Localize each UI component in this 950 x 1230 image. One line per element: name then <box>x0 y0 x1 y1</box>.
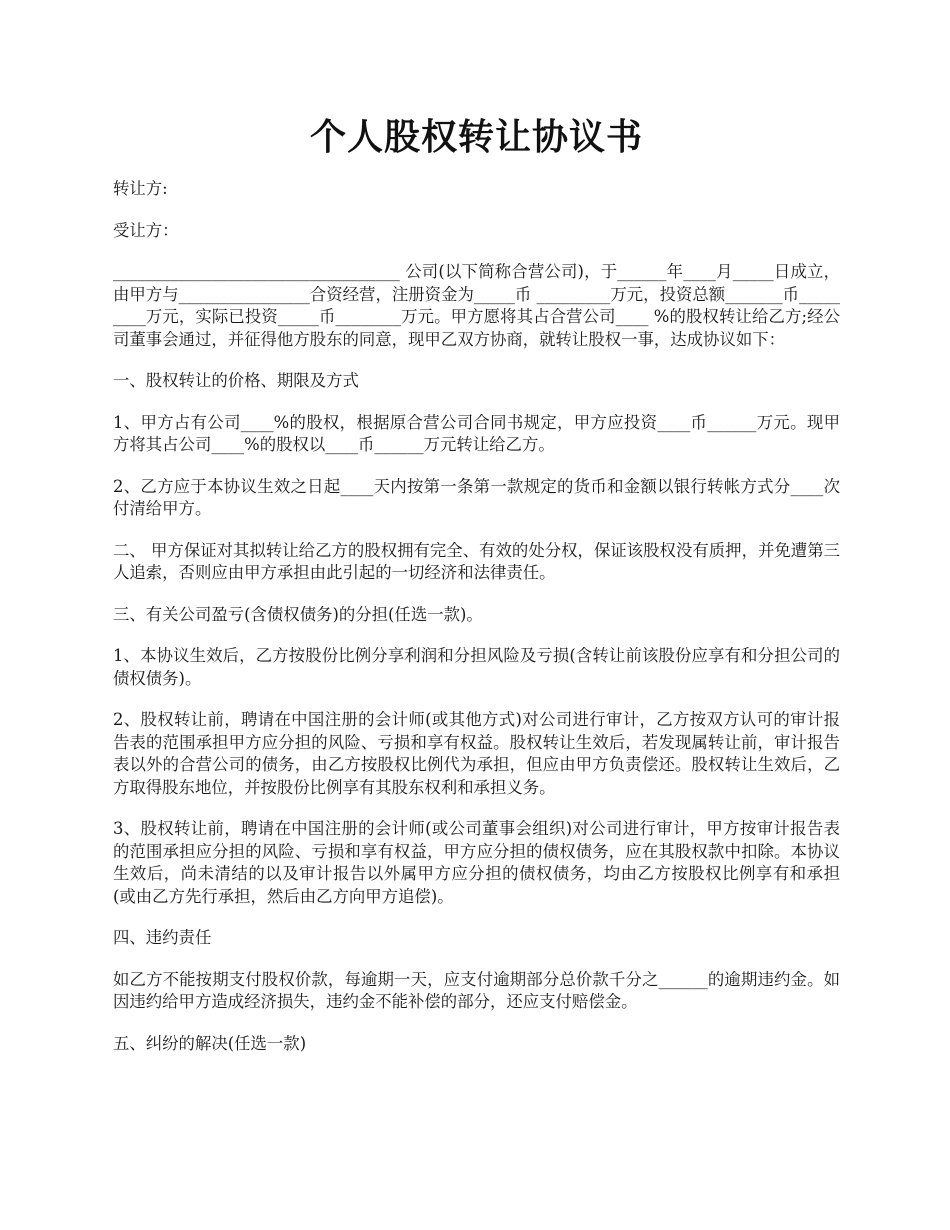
document-page <box>113 0 840 1055</box>
clause-3-1: 1、本协议生效后，乙方按股份比例分享利润和分担风险及亏损(含转让前该股份应享有和分担公司的债权债务)。 <box>113 646 840 688</box>
transferor-line: 转让方: <box>113 179 168 198</box>
transferee-line: 受让方： <box>113 220 179 240</box>
clause-3-3: 3、股权转让前，聘请在中国注册的会计师(或公司董事会组织)对公司进行审计，甲方按审计报告表的范围承担应分担的风险、亏损和享有权益，甲方应分担的债权债务，应在其股权款中扣除。本协议生效后，尚未清结的以及审计报告以外属甲方应分担的债权债务，均由乙方按股权比例享有和承担(或由乙方先行承担，然后由乙方向甲方追偿)。 <box>113 819 840 906</box>
clause-1-1: 1、甲方占有公司____%的股权，根据原合营公司合同书规定，甲方应投资____币______万元。现甲方将其占公司____%的股权以____币______万元转让给乙方。 <box>113 412 840 454</box>
clause-1-2: 2、乙方应于本协议生效之日起____天内按第一条第一款规定的货币和金额以银行转帐方式分____次付清给甲方。 <box>113 476 840 518</box>
preamble-paragraph: ___________________________________ 公司(以下简称合营公司)，于______年____月_____日成立，由甲方与________________合资经营，注册资金为_____币 _________万元，投资总额_______币_________万元，实际已投资_____币________万元。甲方愿将其占合营公司____ %的股权转让给乙方;经公司董事会通过，并征得他方股东的同意，现甲乙双方协商，就转让股权一事，达成协议如下： <box>113 262 840 349</box>
section-heading-1: 一、股权转让的价格、期限及方式 <box>113 371 359 390</box>
section-heading-4: 四、违约责任 <box>113 928 212 947</box>
section-heading-5: 五、纠纷的解决(任选一款) <box>113 1033 307 1053</box>
clause-3-2: 2、股权转让前，聘请在中国注册的会计师(或其他方式)对公司进行审计，乙方按双方认可的审计报告表的范围承担甲方应分担的风险、亏损和享有权益。股权转让生效后，若发现属转让前，审计报告表以外的合营公司的债务，由乙方按股权比例代为承担，但应由甲方负责偿还。股权转让生效后，乙方取得股东地位，并按股份比例享有其股东权利和承担义务。 <box>113 710 840 797</box>
section-2-paragraph: 二、 甲方保证对其拟转让给乙方的股权拥有完全、有效的处分权，保证该股权没有质押，并免遭第三人追索，否则应由甲方承担由此引起的一切经济和法律责任。 <box>113 540 840 582</box>
section-heading-3: 三、有关公司盈亏(含债权债务)的分担(任选一款)。 <box>113 604 483 624</box>
document-title: 个人股权转让协议书 <box>309 116 643 158</box>
clause-4-1: 如乙方不能按期支付股权价款，每逾期一天，应支付逾期部分总价款千分之______的逾期违约金。如因违约给甲方造成经济损失，违约金不能补偿的部分，还应支付赔偿金。 <box>113 969 840 1011</box>
